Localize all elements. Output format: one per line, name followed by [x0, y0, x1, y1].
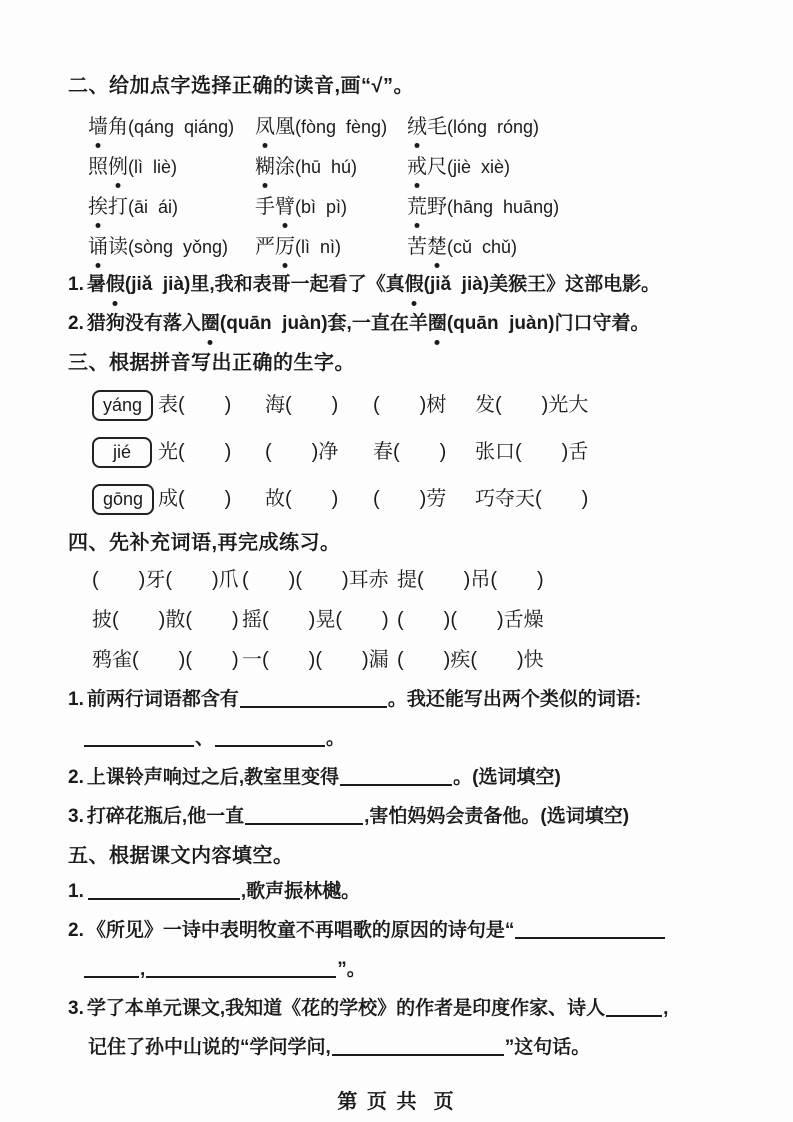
text-segment: 记住了孙中山说的“学问学问,: [88, 1037, 331, 1058]
pinyin-box: jié: [92, 437, 152, 468]
word-characters: [88, 236, 128, 258]
question-text: [87, 998, 669, 1019]
character-blank: 表( ): [158, 394, 232, 416]
pinyin-choice-word: [255, 113, 407, 141]
word-characters: [255, 196, 295, 218]
pinyin-options: (lì nì): [295, 237, 342, 257]
character: 角: [108, 116, 128, 138]
dotted-character: 圈: [201, 310, 220, 338]
character-blank: 故( ): [265, 488, 339, 510]
pinyin-choice-sentence: [68, 271, 731, 299]
section-5-title: 五、根据课文内容填空。: [68, 845, 294, 867]
character-blank: 光( ): [158, 441, 232, 463]
text-segment: 打碎花瓶后,他一直: [86, 806, 245, 827]
question-text: [87, 881, 360, 902]
character: 手: [255, 196, 275, 218]
dotted-character: 糊: [255, 153, 275, 181]
idiom-blank: 一( )( )漏: [242, 649, 389, 671]
pinyin-choice-word: [407, 193, 731, 221]
answer-blank: [245, 819, 363, 825]
pinyin-options: (fòng fèng): [295, 117, 388, 137]
text-segment: 、: [195, 728, 215, 749]
pinyin-choice-sentences: [68, 271, 731, 338]
text-segment: (jiǎ jià)里,我和表哥一起看了《真: [124, 274, 405, 295]
dotted-character: 假: [405, 271, 424, 299]
idiom-fill-grid: [92, 566, 731, 674]
idiom-blank: 鸦雀( )( ): [92, 649, 239, 671]
text-segment: 。(选词填空): [453, 767, 561, 788]
pinyin-options: (qáng qiáng): [128, 117, 235, 137]
dotted-character: 荒: [407, 193, 427, 221]
character: 读: [108, 236, 128, 258]
dotted-character: 挨: [88, 193, 108, 221]
answer-blank: [606, 1011, 662, 1017]
word-characters: [407, 236, 447, 258]
answer-blank: [88, 894, 240, 900]
character-blank: ( )树: [373, 394, 447, 416]
pinyin-options: (lì liè): [128, 157, 177, 177]
dotted-character: 厉: [275, 233, 295, 261]
question-number: 3.: [68, 806, 84, 827]
pinyin-choice-word: [255, 153, 407, 181]
word-characters: [88, 116, 128, 138]
character: 照: [88, 156, 108, 178]
dotted-character: 凤: [255, 113, 275, 141]
character-blank: 海( ): [265, 394, 339, 416]
character-blank: ( )劳: [373, 488, 447, 510]
fill-in-question: [68, 686, 731, 714]
dotted-character: 楚: [427, 233, 447, 261]
dotted-character: 例: [108, 153, 128, 181]
text-segment: ,: [140, 959, 146, 980]
word-characters: [407, 156, 447, 178]
text-segment: 。: [326, 728, 346, 749]
recall-question: [68, 878, 731, 906]
character: 苦: [407, 236, 427, 258]
section-3-title: 三、根据拼音写出正确的生字。: [68, 352, 355, 374]
text-segment: ,: [663, 998, 669, 1019]
character-blank: 成( ): [158, 488, 232, 510]
section-2-title: 二、给加点字选择正确的读音,画“√”。: [68, 75, 415, 97]
text-segment: 上课铃声响过之后,教室里变得: [86, 767, 340, 788]
idiom-blank: ( )( )舌燥: [397, 609, 544, 631]
character-blank: 张口( )舌: [475, 441, 589, 463]
text-segment: 《所见》一诗中表明牧童不再唱歌的原因的诗句是“: [86, 920, 515, 941]
pinyin-box: gōng: [92, 484, 154, 515]
idiom-blank: 摇( )晃( ): [242, 609, 389, 631]
character-blank: 发( )光大: [475, 394, 589, 416]
pinyin-write-row: [92, 482, 731, 516]
text-segment: 前两行词语都含有: [86, 689, 239, 710]
idiom-blank: ( )( )耳赤: [242, 569, 389, 591]
pinyin-choice-word: [88, 193, 255, 221]
text-segment: ”这句话。: [504, 1037, 591, 1058]
question-number: 2.: [68, 920, 84, 941]
question-text: [83, 728, 345, 749]
question-number: 1.: [68, 881, 84, 902]
word-characters: [255, 156, 295, 178]
pinyin-choice-grid: [88, 113, 731, 261]
pinyin-choice-word: [407, 113, 731, 141]
text-segment: (quān juàn)门口守着。: [446, 313, 650, 334]
character: 毛: [427, 116, 447, 138]
question-text: [87, 313, 650, 334]
word-characters: [407, 116, 447, 138]
question-text: [87, 689, 641, 710]
pinyin-options: (bì pì): [295, 197, 348, 217]
pinyin-options: (jiè xiè): [447, 157, 511, 177]
question-text: [87, 274, 660, 295]
pinyin-choice-word: [88, 153, 255, 181]
page-footer: 第 页 共 页: [337, 1091, 456, 1113]
text-segment: 。我还能写出两个类似的词语:: [387, 689, 642, 710]
pinyin-choice-word: [407, 233, 731, 261]
idiom-blank: 提( )吊( ): [397, 569, 544, 591]
pinyin-write-row: [92, 388, 731, 422]
pinyin-choice-word: [255, 233, 407, 261]
character-blank: ( )净: [265, 441, 339, 463]
pinyin-options: (hū hú): [295, 157, 358, 177]
pinyin-choice-word: [255, 193, 407, 221]
dotted-character: 绒: [407, 113, 427, 141]
text-segment: 学了本单元课文,我知道《花的学校》的作者是印度作家、诗人: [86, 998, 606, 1019]
pinyin-options: (sòng yǒng): [128, 237, 229, 257]
answer-blank: [340, 780, 452, 786]
answer-blank: [240, 702, 387, 708]
word-characters: [255, 116, 295, 138]
dotted-character: 戒: [407, 153, 427, 181]
pinyin-options: (cǔ chǔ): [447, 237, 518, 257]
character: 打: [108, 196, 128, 218]
character: 严: [255, 236, 275, 258]
question-number: 2.: [68, 313, 84, 334]
idiom-blank: ( )牙( )爪: [92, 569, 239, 591]
recall-question: [68, 917, 731, 945]
question-number: 3.: [68, 998, 84, 1019]
character: 涂: [275, 156, 295, 178]
word-characters: [88, 156, 128, 178]
answer-blank: [515, 933, 665, 939]
pinyin-choice-word: [407, 153, 731, 181]
text-segment: ,害怕妈妈会责备他。(选词填空): [364, 806, 630, 827]
dotted-character: 臂: [275, 193, 295, 221]
recall-question: [68, 995, 731, 1023]
dotted-character: 诵: [88, 233, 108, 261]
character: 凰: [275, 116, 295, 138]
dotted-character: 假: [106, 271, 125, 299]
dotted-character: 圈: [428, 310, 447, 338]
word-characters: [407, 196, 447, 218]
question-number: 1.: [68, 689, 84, 710]
question-number: 2.: [68, 767, 84, 788]
text-segment: 暑: [86, 274, 106, 295]
fill-in-question: [68, 764, 731, 792]
recall-questions: [68, 878, 731, 1062]
idiom-blank: 披( )散( ): [92, 609, 239, 631]
text-segment: 猎狗没有落入: [86, 313, 201, 334]
character-blank: 巧夺天( ): [475, 488, 589, 510]
character-blank: 春( ): [373, 441, 447, 463]
idiom-blank: ( )疾( )快: [397, 649, 544, 671]
answer-blank: [84, 741, 194, 747]
section-4-title: 四、先补充词语,再完成练习。: [68, 532, 341, 554]
fill-in-question: [68, 803, 731, 831]
character: 尺: [427, 156, 447, 178]
question-text: [83, 959, 366, 980]
word-characters: [255, 236, 295, 258]
pinyin-options: (lóng róng): [447, 117, 540, 137]
text-segment: (jiǎ jià)美猴王》这部电影。: [423, 274, 661, 295]
question-text: [87, 920, 667, 941]
pinyin-box: yáng: [92, 390, 153, 421]
answer-blank: [215, 741, 325, 747]
pinyin-write-rows: [68, 388, 731, 516]
text-segment: ”。: [337, 959, 366, 980]
text-segment: ,歌声振林樾。: [240, 881, 361, 902]
question-text: [88, 1037, 590, 1058]
question-text: [87, 767, 561, 788]
pinyin-options: (hāng huāng): [447, 197, 560, 217]
word-characters: [88, 196, 128, 218]
fill-in-question: [83, 725, 731, 753]
question-number: 1.: [68, 274, 84, 295]
pinyin-choice-word: [88, 113, 255, 141]
recall-question: [88, 1034, 731, 1062]
pinyin-choice-word: [88, 233, 255, 261]
character: 野: [427, 196, 447, 218]
answer-blank: [146, 972, 336, 978]
recall-question: [83, 956, 731, 984]
pinyin-choice-sentence: [68, 310, 731, 338]
idiom-questions: [68, 686, 731, 831]
pinyin-write-row: [92, 435, 731, 469]
dotted-character: 墙: [88, 113, 108, 141]
question-text: [87, 806, 629, 827]
answer-blank: [332, 1050, 504, 1056]
text-segment: (quān juàn)套,一直在羊: [219, 313, 428, 334]
answer-blank: [84, 972, 139, 978]
pinyin-options: (āi ái): [128, 197, 179, 217]
